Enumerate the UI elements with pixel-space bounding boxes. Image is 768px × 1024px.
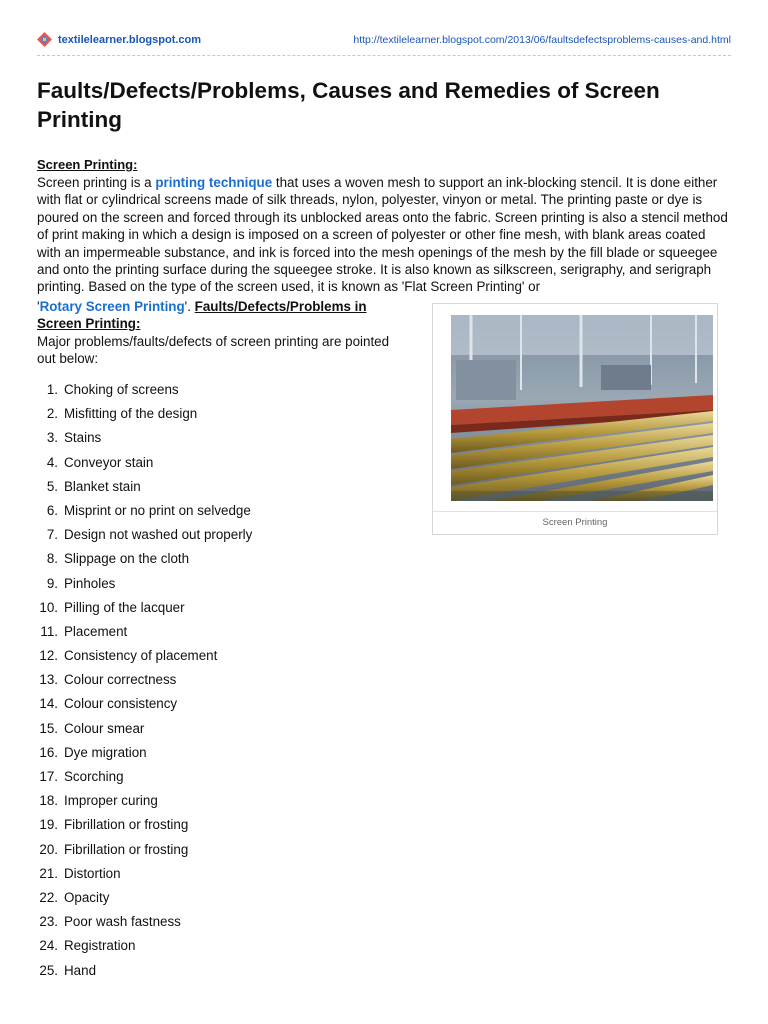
list-text: Fibrillation or frosting bbox=[64, 841, 189, 857]
list-item bbox=[37, 670, 177, 694]
site-name: textilelearner.blogspot.com bbox=[58, 33, 202, 46]
list-item bbox=[37, 912, 181, 936]
list-item bbox=[37, 936, 136, 960]
list-text: Blanket stain bbox=[64, 478, 141, 494]
list-text: Dye migration bbox=[64, 744, 147, 760]
list-text: Colour correctness bbox=[64, 672, 177, 688]
list-text: Stains bbox=[64, 430, 102, 446]
faults-intro-line2: out below: bbox=[37, 351, 99, 367]
intro-text-rest: that uses a woven mesh to support an ink-blocking stencil. It is done either with flat or cylindrical screens made of silk threads, nylon, polyester, vinyon or metal. The printing paste or dye is poured on the screen and forced through its unblocked areas onto the fabric. Screen printing is also a stencil method of print making in which a design is imposed on a screen of polyester or other fine mesh, with blank areas coated with an impermeable substance, and ink is forced into the mesh openings of the mesh by the fill blade or squeegee and onto the printing surface during the squeegee stroke. It is also known as silkscreen, serigraphy, and serigraph printing. Based on the type of the screen used, it is known as 'Flat Screen Printing' or bbox=[37, 175, 728, 295]
list-item bbox=[37, 622, 128, 646]
list-number: 13. bbox=[39, 672, 58, 688]
intro-text-start: Screen printing is a bbox=[37, 175, 156, 190]
page-url[interactable]: http://textilelearner.blogspot.com/2013/06/faultsdefectsproblems-causes-and.html bbox=[353, 34, 731, 46]
list-number: 7. bbox=[46, 527, 58, 543]
intro-paragraph bbox=[37, 174, 729, 296]
list-item bbox=[37, 453, 154, 477]
list-text: Colour consistency bbox=[64, 696, 178, 712]
list-text: Hand bbox=[64, 962, 97, 978]
figure-caption: Screen Printing bbox=[542, 517, 608, 528]
list-item bbox=[37, 888, 110, 912]
list-item bbox=[37, 864, 121, 888]
faults-intro: Major problems/faults/defects of screen printing are pointed bbox=[37, 333, 390, 349]
list-number: 2. bbox=[46, 406, 58, 422]
list-number: 23. bbox=[39, 914, 58, 930]
list-number: 19. bbox=[39, 817, 58, 833]
list-text: Pinholes bbox=[64, 575, 116, 591]
list-number: 1. bbox=[46, 382, 58, 397]
list-item bbox=[37, 719, 145, 743]
list-item bbox=[37, 501, 251, 525]
list-item bbox=[37, 380, 179, 404]
list-item bbox=[37, 815, 189, 839]
list-item bbox=[37, 549, 190, 573]
list-number: 15. bbox=[39, 720, 58, 736]
figure bbox=[432, 303, 718, 535]
site-link[interactable] bbox=[37, 32, 201, 47]
list-number: 16. bbox=[39, 744, 58, 760]
list-number: 17. bbox=[39, 769, 58, 784]
page-title: Faults/Defects/Problems, Causes and Remedies of Screen Printing bbox=[37, 78, 660, 132]
list-text: Registration bbox=[64, 938, 136, 954]
printing-technique-link[interactable]: printing technique bbox=[155, 175, 273, 190]
list-number: 9. bbox=[46, 575, 58, 591]
list-item bbox=[37, 961, 97, 985]
list-text: Slippage on the cloth bbox=[64, 551, 190, 567]
faults-heading-line2: Screen Printing: bbox=[37, 316, 141, 332]
list-text: Poor wash fastness bbox=[64, 914, 181, 930]
list-text: Placement bbox=[64, 623, 128, 639]
list-text: Improper curing bbox=[64, 793, 158, 809]
list-number: 20. bbox=[39, 841, 58, 857]
list-number: 18. bbox=[39, 793, 58, 809]
list-item bbox=[37, 840, 189, 864]
list-text: Misfitting of the design bbox=[64, 406, 198, 422]
list-item bbox=[37, 404, 198, 428]
list-text: Conveyor stain bbox=[64, 454, 154, 470]
list-text: Distortion bbox=[64, 865, 121, 881]
page-header bbox=[37, 32, 731, 50]
list-item bbox=[37, 694, 178, 718]
faults-list bbox=[37, 380, 253, 985]
faults-heading: Faults/Defects/Problems in bbox=[194, 299, 367, 314]
list-text: Opacity bbox=[64, 889, 110, 905]
list-item bbox=[37, 477, 141, 501]
list-text: Colour smear bbox=[64, 720, 145, 736]
list-number: 14. bbox=[39, 696, 58, 712]
list-item bbox=[37, 598, 185, 622]
quote-close: '. bbox=[184, 299, 195, 314]
site-logo-icon bbox=[37, 32, 52, 47]
list-item bbox=[37, 767, 124, 791]
section-heading: Screen Printing: bbox=[37, 157, 138, 172]
rotary-screen-printing-link[interactable]: Rotary Screen Printing bbox=[39, 299, 185, 314]
list-number: 5. bbox=[46, 478, 58, 494]
list-item bbox=[37, 574, 116, 598]
list-number: 6. bbox=[46, 502, 58, 518]
quote-open: ' bbox=[37, 299, 40, 314]
column-text bbox=[37, 298, 417, 368]
list-number: 8. bbox=[46, 551, 58, 567]
list-text: Consistency of placement bbox=[64, 648, 218, 664]
list-item bbox=[37, 525, 253, 549]
list-item bbox=[37, 428, 102, 452]
list-text: Design not washed out properly bbox=[64, 527, 253, 543]
list-item bbox=[37, 646, 218, 670]
figure-divider bbox=[433, 511, 717, 512]
list-number: 10. bbox=[39, 599, 58, 615]
list-text: Fibrillation or frosting bbox=[64, 817, 189, 833]
list-number: 21. bbox=[39, 865, 58, 881]
list-text: Misprint or no print on selvedge bbox=[64, 502, 251, 518]
header-divider bbox=[37, 55, 731, 56]
list-number: 4. bbox=[46, 454, 58, 470]
list-text: Scorching bbox=[64, 769, 124, 784]
list-item bbox=[37, 791, 158, 815]
list-number: 12. bbox=[39, 648, 58, 664]
list-number: 11. bbox=[40, 623, 58, 639]
list-item bbox=[37, 743, 147, 767]
list-number: 24. bbox=[39, 938, 58, 954]
list-text: Choking of screens bbox=[64, 382, 179, 397]
list-number: 25. bbox=[39, 962, 58, 978]
list-text: Pilling of the lacquer bbox=[64, 599, 185, 615]
list-number: 22. bbox=[39, 889, 58, 905]
screen-printing-photo bbox=[451, 315, 713, 501]
list-number: 3. bbox=[46, 430, 58, 446]
